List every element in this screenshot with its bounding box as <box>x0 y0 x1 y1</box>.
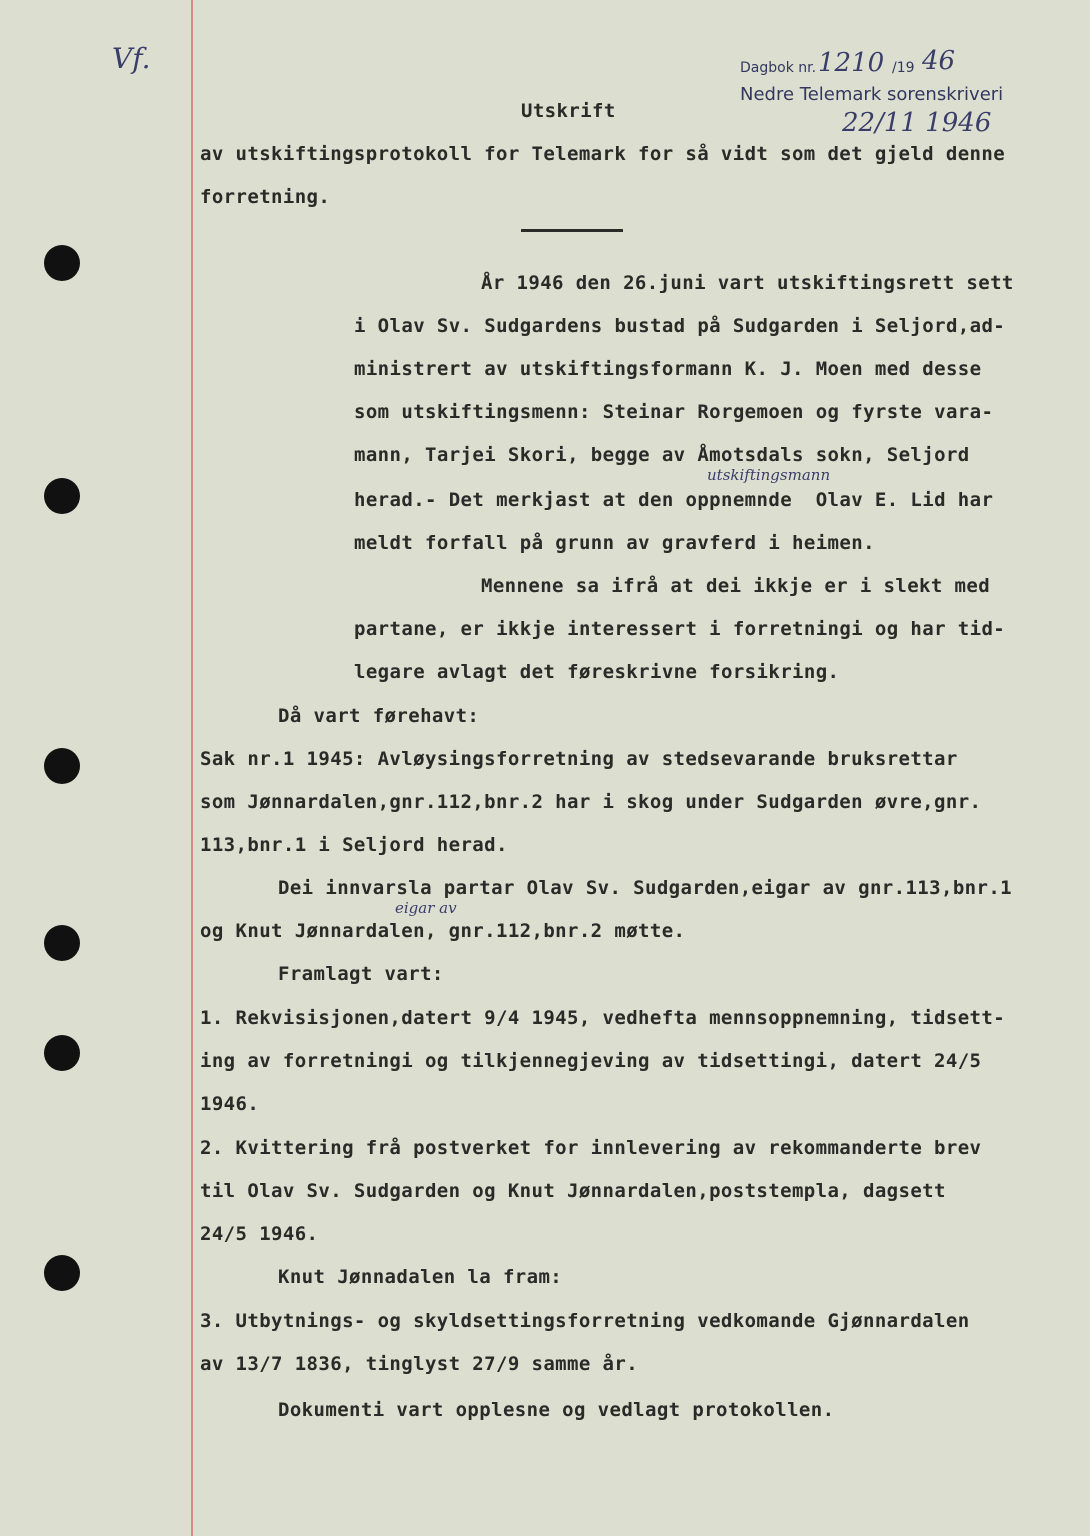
separator-rule <box>521 229 623 232</box>
punch-hole <box>44 478 80 514</box>
text-line: ing av forretningi og tilkjennegjeving av tidsettingi, datert 24/5 <box>200 1050 982 1072</box>
text-line: av 13/7 1836, tinglyst 27/9 samme år. <box>200 1353 639 1375</box>
text-line: og Knut Jønnardalen, gnr.112,bnr.2 møtte. <box>200 920 686 942</box>
corner-initials: Vf. <box>112 42 151 75</box>
text-line: som utskiftingsmenn: Steinar Rorgemoen og fyrste vara- <box>354 401 994 423</box>
text-line: herad.- Det merkjast at den oppnemnde Olav E. Lid har <box>354 489 994 511</box>
dagbok-number: 1210 <box>818 48 885 78</box>
document-title: Utskrift <box>521 100 616 122</box>
text-line: legare avlagt det føreskrivne forsikring. <box>354 661 840 683</box>
text-line: 1. Rekvisisjonen,datert 9/4 1945, vedhefta mennsoppnemning, tidsett- <box>200 1007 1006 1029</box>
text-line: 113,bnr.1 i Seljord herad. <box>200 834 508 856</box>
text-line: i Olav Sv. Sudgardens bustad på Sudgarden i Seljord,ad- <box>354 315 1006 337</box>
text-line: Mennene sa ifrå at dei ikkje er i slekt med <box>481 575 991 597</box>
intro-line: forretning. <box>200 186 331 208</box>
text-line: Dokumenti vart opplesne og vedlagt protokollen. <box>278 1399 835 1421</box>
text-line: 2. Kvittering frå postverket for innlevering av rekommanderte brev <box>200 1137 982 1159</box>
handwritten-insert: eigar av <box>395 899 457 917</box>
year-prefix: /19 <box>892 60 915 76</box>
punch-hole <box>44 925 80 961</box>
punch-hole <box>44 1255 80 1291</box>
text-line: Framlagt vart: <box>278 963 444 985</box>
text-line: Knut Jønnadalen la fram: <box>278 1266 563 1288</box>
text-line: som Jønnardalen,gnr.112,bnr.2 har i skog under Sudgarden øvre,gnr. <box>200 791 982 813</box>
text-line: Då vart førehavt: <box>278 705 480 727</box>
text-line: partane, er ikkje interessert i forretningi og har tid- <box>354 618 1006 640</box>
text-line: ministrert av utskiftingsformann K. J. Moen med desse <box>354 358 982 380</box>
text-line: 3. Utbytnings- og skyldsettingsforretning vedkomande Gjønnardalen <box>200 1310 970 1332</box>
dagbok-label: Dagbok nr. <box>740 60 817 76</box>
intro-line: av utskiftingsprotokoll for Telemark for så vidt som det gjeld denne <box>200 143 1006 165</box>
punch-hole <box>44 748 80 784</box>
margin-line <box>191 0 193 1536</box>
text-line: til Olav Sv. Sudgarden og Knut Jønnardalen,poststempla, dagsett <box>200 1180 946 1202</box>
handwritten-date: 22/11 1946 <box>842 108 992 138</box>
punch-hole <box>44 245 80 281</box>
text-line: Sak nr.1 1945: Avløysingsforretning av stedsevarande bruksrettar <box>200 748 958 770</box>
text-line: meldt forfall på grunn av gravferd i heimen. <box>354 532 875 554</box>
text-line: 1946. <box>200 1093 260 1115</box>
text-line: Dei innvarsla partar Olav Sv. Sudgarden,eigar av gnr.113,bnr.1 <box>278 877 1013 899</box>
handwritten-insert: utskiftingsmann <box>707 466 831 484</box>
year-suffix: 46 <box>922 46 956 76</box>
text-line: 24/5 1946. <box>200 1223 319 1245</box>
office-stamp: Nedre Telemark sorenskriveri <box>740 84 1004 105</box>
text-line: mann, Tarjei Skori, begge av Åmotsdals sokn, Seljord <box>354 444 970 466</box>
text-line: År 1946 den 26.juni vart utskiftingsrett sett <box>481 272 1014 294</box>
punch-hole <box>44 1035 80 1071</box>
